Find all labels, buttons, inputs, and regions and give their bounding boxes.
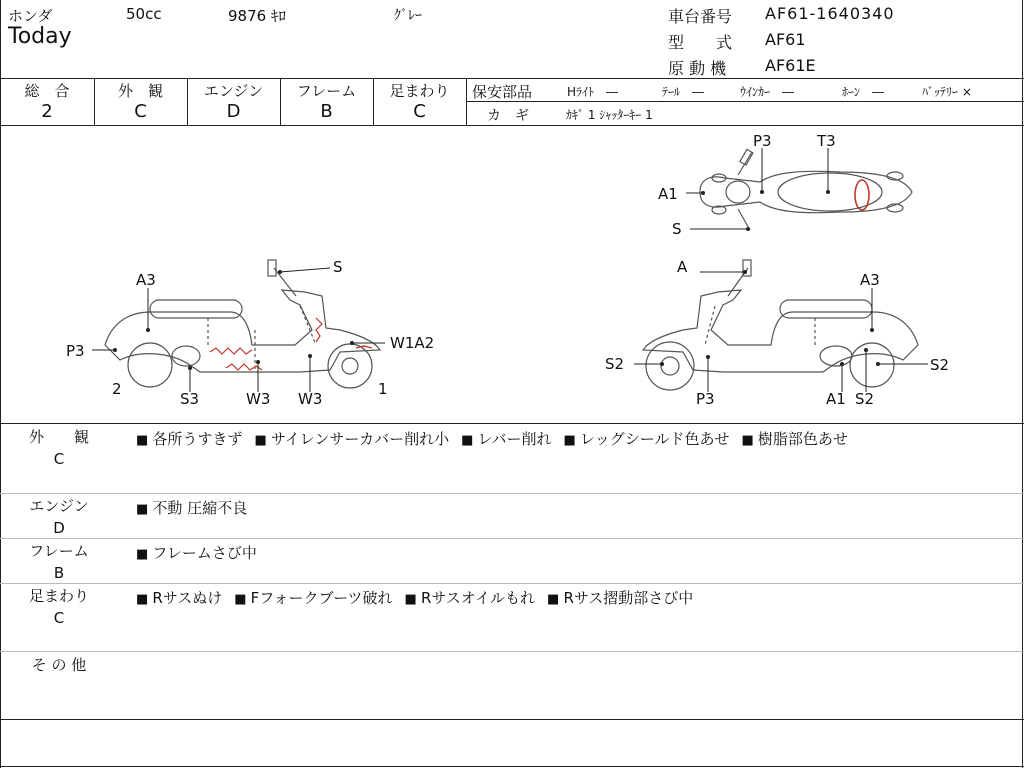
- damage-mark: [316, 318, 322, 342]
- list-item: ■ Rサスぬけ: [136, 587, 222, 608]
- suspension-grade: C: [413, 101, 426, 122]
- suspension-label: 足まわり: [389, 82, 450, 100]
- section-exterior-label: 外 観: [28, 428, 89, 446]
- label-right-a: A: [677, 258, 688, 276]
- section-suspension-label: 足まわり: [28, 587, 89, 605]
- bottom-border: [0, 766, 1024, 767]
- section-frame-label: フレーム: [29, 542, 89, 560]
- label-left-p3: P3: [66, 342, 85, 360]
- divider: [0, 719, 1024, 720]
- label-left-2: 2: [112, 380, 122, 398]
- section-other-label: そ の 他: [31, 656, 87, 674]
- list-item: ■ 樹脂部色あせ: [742, 428, 848, 449]
- maker: ホンダ: [8, 7, 53, 25]
- safety-item-horn: ﾎｰﾝ ―: [842, 85, 885, 99]
- frame-label: フレーム: [296, 82, 357, 100]
- section-frame: [0, 540, 1024, 582]
- label-left-s3: S3: [180, 390, 200, 408]
- section-engine-items: [136, 497, 259, 518]
- list-item: ■ Rサスオイルもれ: [405, 587, 536, 608]
- label-right-s2-bottom: S2: [855, 390, 875, 408]
- section-frame-grade: B: [53, 564, 65, 582]
- divider: [0, 78, 1024, 79]
- displacement: 50cc: [126, 5, 162, 23]
- label-top-s: S: [672, 220, 682, 238]
- section-other: [0, 654, 1024, 718]
- label-right-s2-right: S2: [930, 356, 950, 374]
- safety-item-winker: ｳｲﾝｶｰ ―: [740, 85, 795, 99]
- divider: [0, 538, 1024, 539]
- section-suspension: [0, 585, 1024, 651]
- overall-grade: 2: [41, 101, 53, 122]
- label-right-a1: A1: [826, 390, 846, 408]
- frame-grade: B: [320, 101, 333, 122]
- section-exterior: [0, 426, 1024, 492]
- label-right-a3: A3: [860, 271, 880, 289]
- label-right-p3: P3: [696, 390, 715, 408]
- section-engine-label: エンジン: [29, 497, 89, 515]
- section-suspension-items: [136, 587, 705, 608]
- list-item: ■ レバー削れ: [461, 428, 551, 449]
- right-border: [1022, 0, 1023, 768]
- section-engine-grade: D: [53, 519, 65, 537]
- body-color: ｸﾞﾚｰ: [394, 8, 422, 24]
- list-item: ■ サイレンサーカバー削れ小: [254, 428, 449, 449]
- safety-item-headlight: Hﾗｲﾄ ―: [567, 85, 619, 99]
- section-frame-items: [136, 542, 269, 563]
- engine-grade: D: [226, 101, 241, 122]
- engine-label: エンジン: [203, 82, 264, 100]
- divider: [0, 493, 1024, 494]
- exterior-label: 外 観: [117, 82, 163, 100]
- scooter-top-view: [700, 149, 912, 230]
- divider: [0, 583, 1024, 584]
- section-exterior-items: [136, 428, 860, 449]
- label-top-t3: T3: [817, 132, 836, 150]
- frame-no-label: 車台番号: [668, 7, 733, 26]
- type-value: AF61: [765, 30, 806, 49]
- section-engine: [0, 495, 1024, 537]
- key-value: ｶｷﾞ 1 ｼｬｯﾀｰｷｰ 1: [566, 108, 653, 122]
- list-item: ■ フレームさび中: [136, 542, 257, 563]
- section-suspension-grade: C: [53, 609, 65, 627]
- damage-mark: [226, 364, 262, 370]
- safety-item-battery: ﾊﾞｯﾃﾘｰ ×: [922, 85, 972, 99]
- label-left-1: 1: [378, 380, 388, 398]
- frame-no: AF61-1640340: [765, 4, 895, 23]
- engine-model-label: 原 動 機: [668, 59, 727, 78]
- damage-mark: [210, 348, 252, 354]
- list-item: ■ Fフォークブーツ破れ: [234, 587, 392, 608]
- damage-mark: [855, 180, 869, 210]
- label-right-s2-left: S2: [605, 355, 625, 373]
- label-left-a3: A3: [136, 271, 156, 289]
- label-top-a1: A1: [658, 185, 678, 203]
- label-left-w3a: W3: [246, 390, 271, 408]
- model-name: Today: [8, 24, 72, 49]
- label-left-w3b: W3: [298, 390, 323, 408]
- divider: [466, 101, 1024, 102]
- section-exterior-grade: C: [53, 450, 65, 468]
- type-label: 型 式: [668, 33, 733, 52]
- list-item: ■ Rサス摺動部さび中: [547, 587, 693, 608]
- key-label: カ ギ: [487, 108, 529, 124]
- safety-item-tail: ﾃｰﾙ ―: [662, 85, 705, 99]
- overall-label: 総 合: [24, 82, 70, 100]
- divider: [0, 423, 1024, 424]
- list-item: ■ 各所うすきず: [136, 428, 242, 449]
- list-item: ■ レッグシールド色あせ: [564, 428, 730, 449]
- list-item: ■ 不動 圧縮不良: [136, 497, 247, 518]
- engine-model-value: AF61E: [765, 56, 816, 75]
- divider: [0, 651, 1024, 652]
- label-left-w1a2: W1A2: [390, 334, 435, 352]
- label-top-p3: P3: [753, 132, 772, 150]
- exterior-grade: C: [134, 101, 147, 122]
- label-left-s: S: [333, 258, 343, 276]
- mileage: 9876 ｷﾛ: [228, 7, 286, 25]
- safety-label: 保安部品: [472, 83, 533, 101]
